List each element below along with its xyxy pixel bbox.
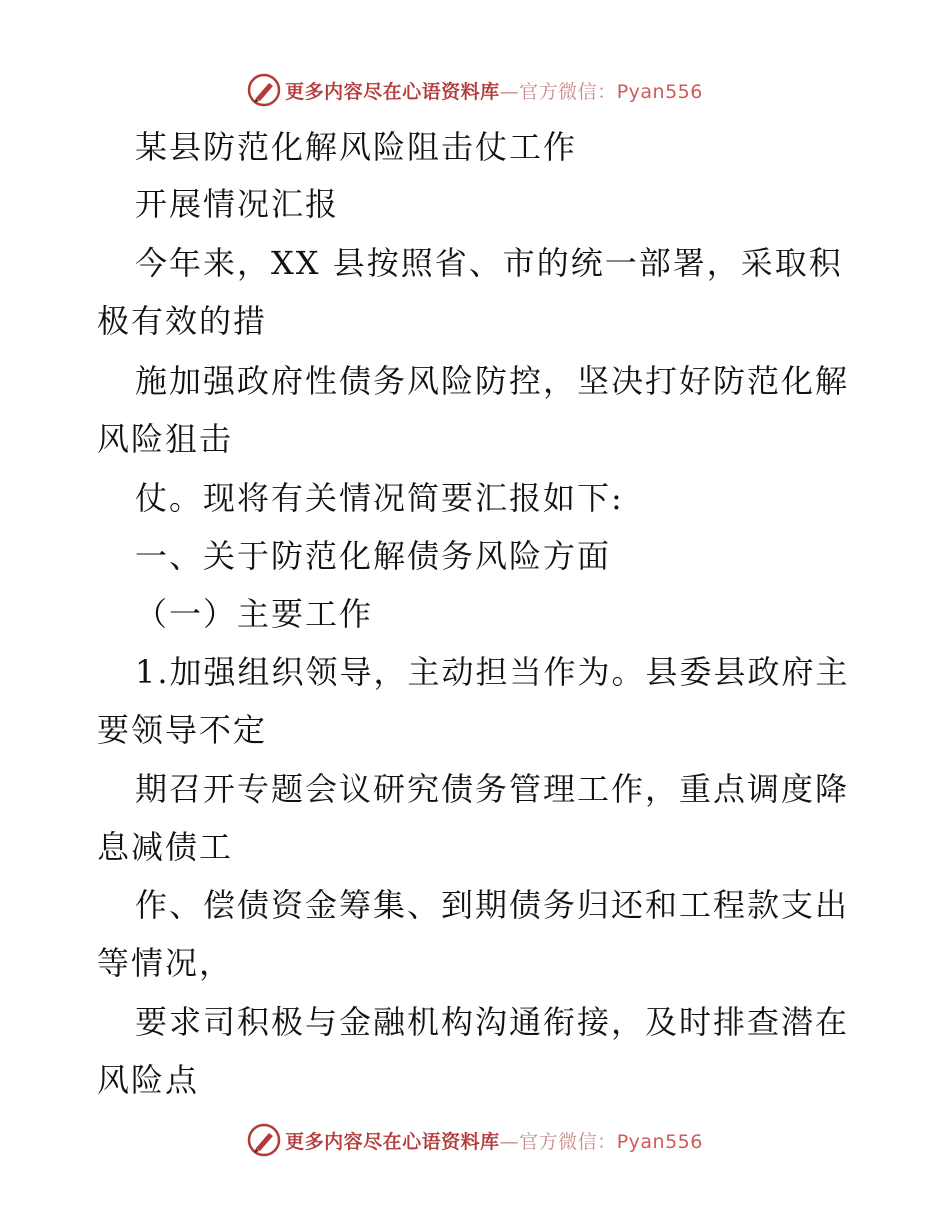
doc-paragraph-line: 仗。现将有关情况简要汇报如下: <box>135 479 624 517</box>
pen-logo-icon <box>247 73 281 107</box>
doc-paragraph-line: 施加强政府性债务风险防控，坚决打好防范化解 <box>135 362 850 400</box>
footer-banner-handle: Pyan556 <box>616 1130 703 1153</box>
doc-paragraph-line: 期召开专题会议研究债务管理工作，重点调度降 <box>135 770 850 808</box>
header-banner-main: 更多内容尽在心语资料库 <box>285 80 500 103</box>
header-banner-text <box>285 77 703 104</box>
footer-banner-main: 更多内容尽在心语资料库 <box>285 1130 500 1153</box>
header-banner-label: 官方微信： <box>519 80 617 103</box>
doc-paragraph-line: 要求司积极与金融机构沟通衔接，及时排查潜在 <box>135 1003 850 1041</box>
footer-banner <box>0 1120 950 1160</box>
doc-paragraph-line: 1.加强组织领导，主动担当作为。县委县政府主 <box>135 653 850 691</box>
doc-title-line-1: 某县防范化解风险阻击仗工作 <box>135 128 578 166</box>
doc-paragraph-line: 风险狙击 <box>97 420 234 458</box>
doc-subsection-heading: （一）主要工作 <box>135 595 374 633</box>
footer-banner-label: 官方微信： <box>519 1130 617 1153</box>
doc-paragraph-line: 今年来，XX 县按照省、市的统一部署，采取积 <box>135 244 843 282</box>
doc-paragraph-line: 极有效的措 <box>97 302 268 340</box>
doc-title-line-2: 开展情况汇报 <box>135 185 340 223</box>
pen-logo-icon <box>247 1123 281 1157</box>
doc-paragraph-line: 息减债工 <box>97 828 234 866</box>
doc-section-heading: 一、关于防范化解债务风险方面 <box>135 537 612 575</box>
header-banner <box>0 70 950 110</box>
doc-paragraph-line: 风险点 <box>97 1061 200 1099</box>
footer-banner-separator: — <box>499 1130 520 1153</box>
doc-paragraph-line: 等情况， <box>97 944 234 982</box>
footer-banner-text <box>285 1127 703 1154</box>
header-banner-handle: Pyan556 <box>616 80 703 103</box>
doc-paragraph-line: 要领导不定 <box>97 711 268 749</box>
doc-paragraph-line: 作、偿债资金筹集、到期债务归还和工程款支出 <box>135 886 850 924</box>
header-banner-separator: — <box>499 80 520 103</box>
